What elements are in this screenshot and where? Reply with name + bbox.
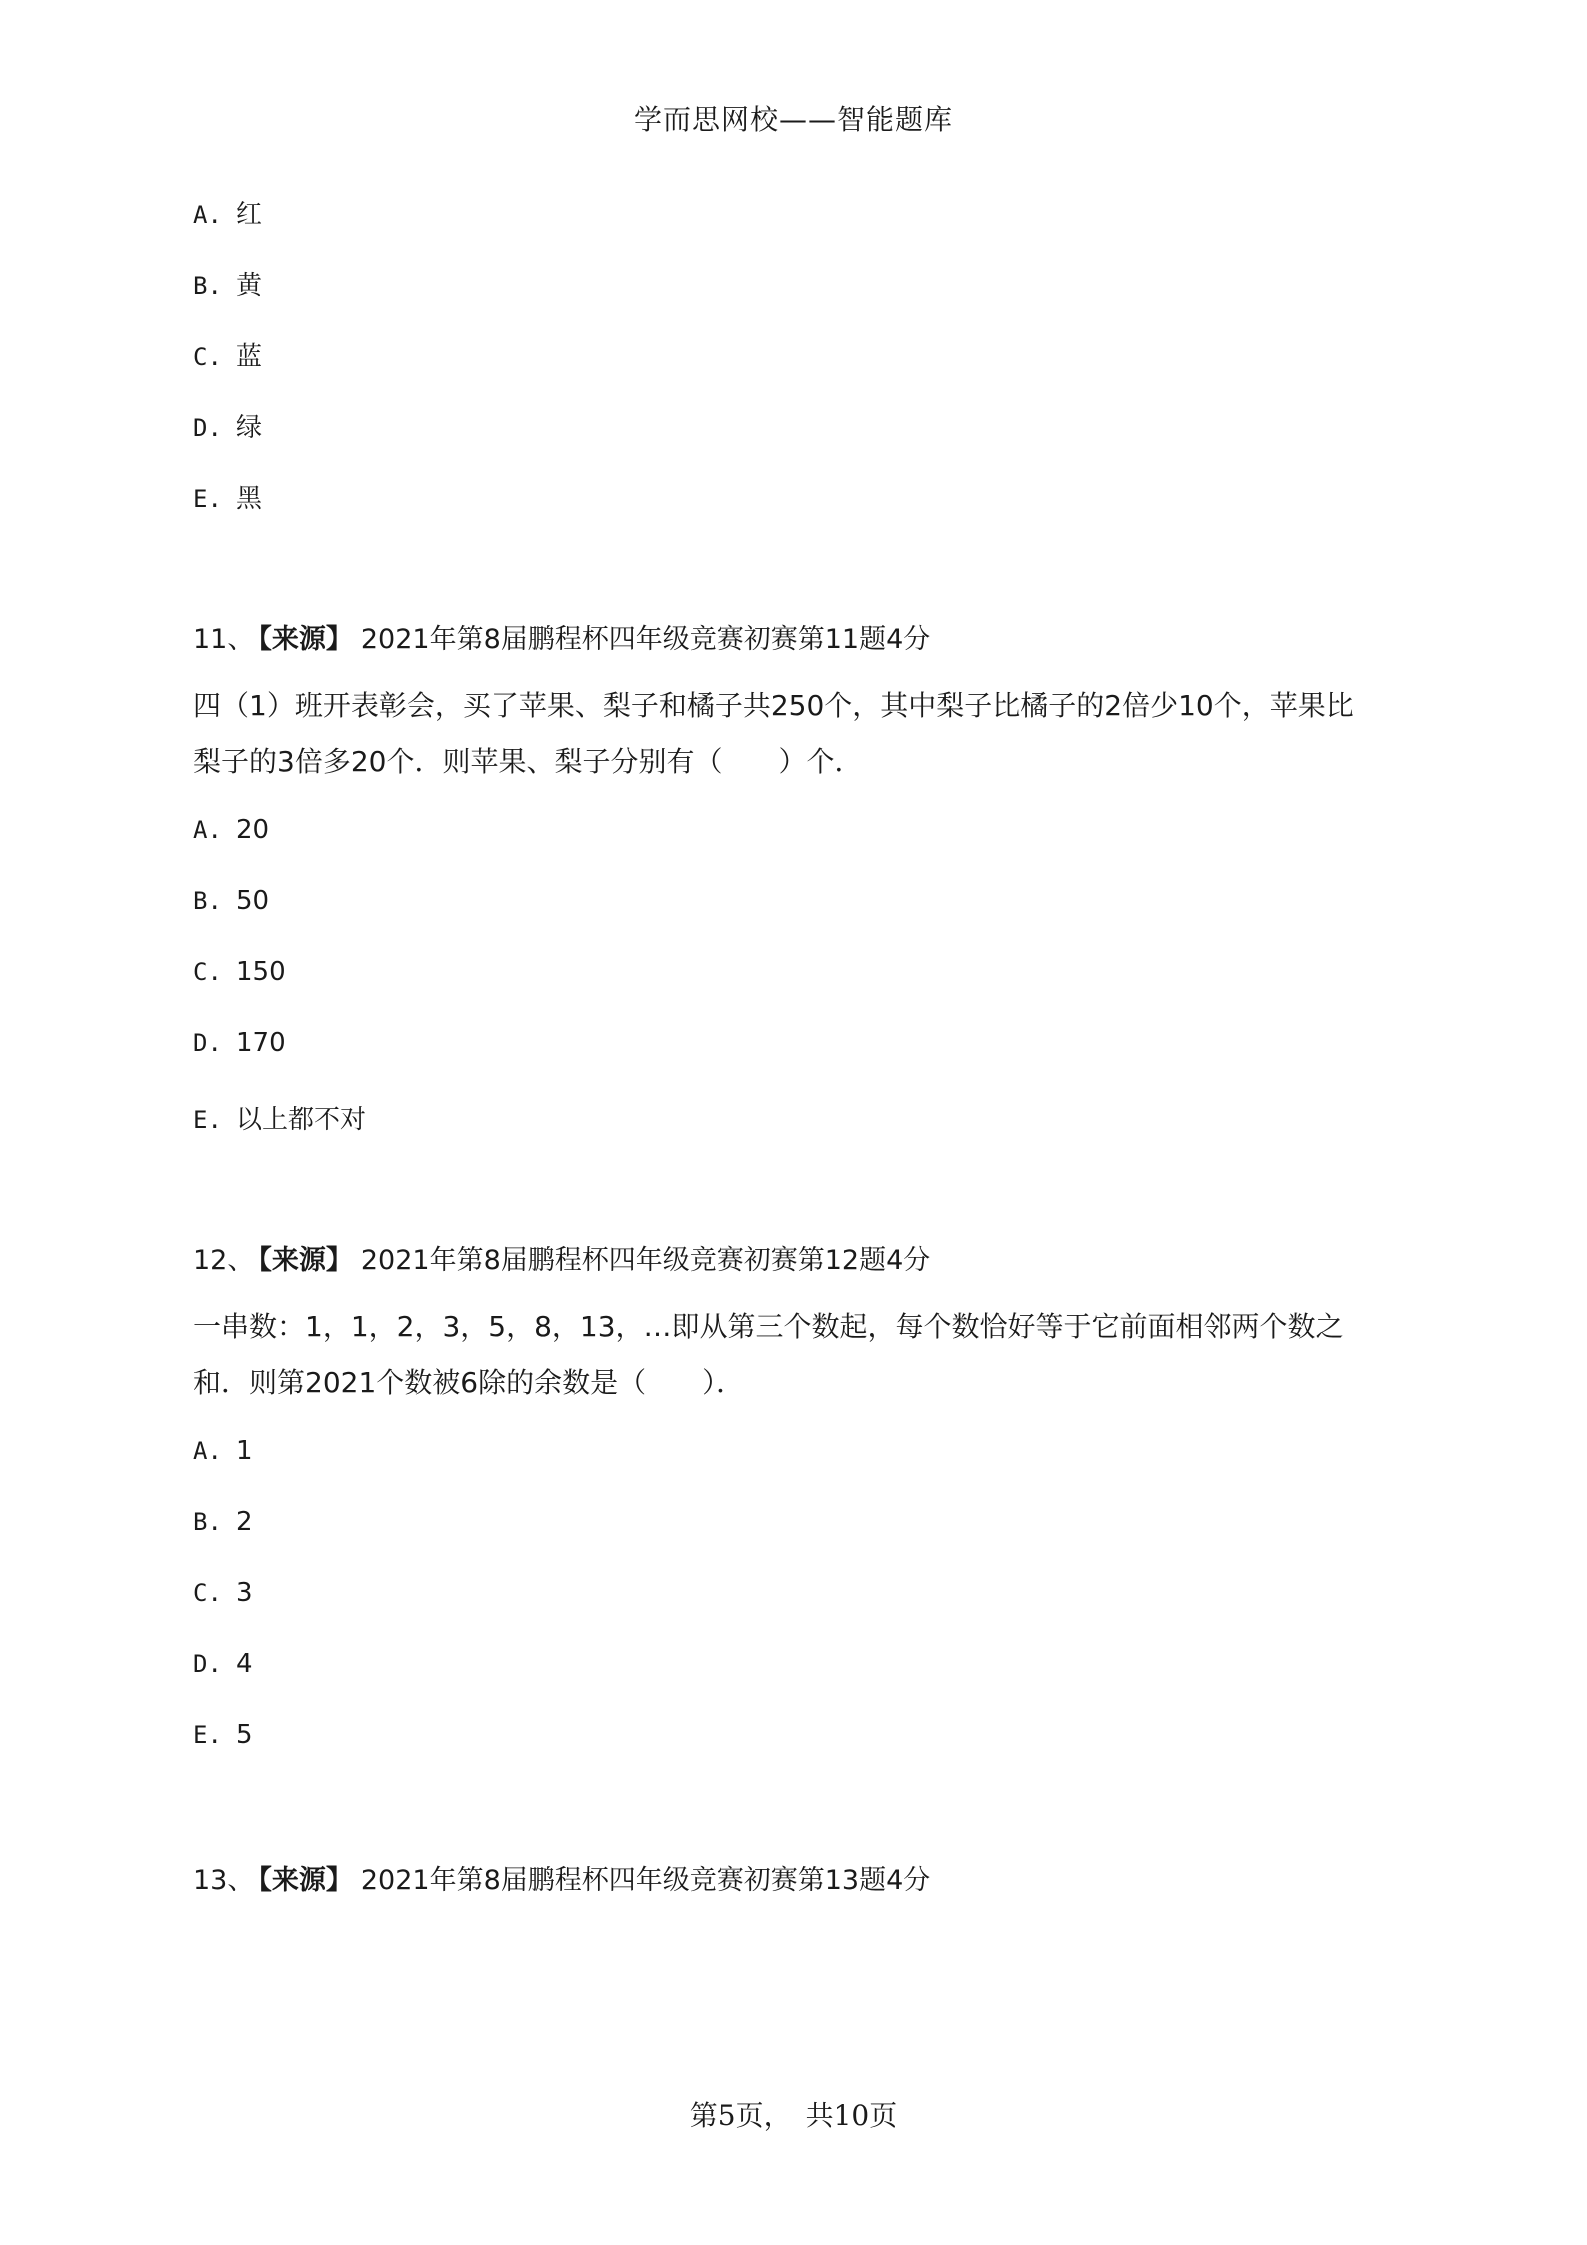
- source-tag: 【来源】: [258, 624, 353, 655]
- source-text: 2021年第8届鹏程杯四年级竞赛初赛第12题4分: [360, 1245, 931, 1276]
- q12-option-d: [193, 1649, 253, 1679]
- option-letter: D.: [193, 1029, 222, 1057]
- q10-option-c: [193, 336, 262, 373]
- option-text: 1: [236, 1436, 253, 1466]
- option-letter: D.: [193, 414, 222, 442]
- option-text: 150: [236, 957, 286, 987]
- source-tag: 【来源】: [258, 1865, 353, 1896]
- question-number: 12、: [193, 1245, 255, 1276]
- stem-line: 和．则第2021个数被6除的余数是（ ）．: [193, 1366, 745, 1399]
- option-letter: E.: [193, 485, 222, 513]
- q12-option-b: [193, 1507, 253, 1537]
- option-letter: B.: [193, 1508, 222, 1536]
- option-text: 黑: [236, 484, 263, 514]
- option-text: 2: [236, 1507, 253, 1537]
- option-text: 红: [236, 200, 263, 230]
- stem-line: 一串数：1，1，2，3，5，8，13，…即从第三个数起，每个数恰好等于它前面相邻两个数之: [193, 1310, 1344, 1343]
- source-text: 2021年第8届鹏程杯四年级竞赛初赛第13题4分: [360, 1865, 931, 1896]
- q11-option-e: [193, 1099, 366, 1136]
- q11-option-d: [193, 1028, 286, 1058]
- option-letter: D.: [193, 1650, 222, 1678]
- q11-stem: [193, 678, 1403, 790]
- q13-source-line: [193, 1858, 930, 1897]
- stem-line: 梨子的3倍多20个．则苹果、梨子分别有（ ）个．: [193, 745, 863, 778]
- q11-option-b: [193, 886, 269, 916]
- q10-option-b: [193, 265, 262, 302]
- question-number: 13、: [193, 1865, 255, 1896]
- source-text: 2021年第8届鹏程杯四年级竞赛初赛第11题4分: [360, 624, 931, 655]
- option-text: 50: [236, 886, 270, 916]
- q11-option-a: [193, 815, 269, 845]
- option-letter: C.: [193, 343, 222, 371]
- option-letter: E.: [193, 1106, 222, 1134]
- q10-option-a: [193, 194, 262, 231]
- q11-option-c: [193, 957, 286, 987]
- q11-source-line: [193, 617, 930, 656]
- q10-option-d: [193, 407, 262, 444]
- option-text: 3: [236, 1578, 253, 1608]
- option-text: 蓝: [236, 342, 263, 372]
- option-letter: B.: [193, 887, 222, 915]
- option-text: 5: [236, 1720, 253, 1750]
- source-tag: 【来源】: [258, 1245, 353, 1276]
- q12-stem: [193, 1299, 1403, 1411]
- page-footer: 第5页， 共10页: [689, 2099, 898, 2132]
- option-text: 170: [236, 1028, 286, 1058]
- stem-line: 四（1）班开表彰会，买了苹果、梨子和橘子共250个，其中梨子比橘子的2倍少10个，苹果比: [193, 689, 1354, 722]
- option-letter: C.: [193, 1579, 222, 1607]
- q12-option-c: [193, 1578, 253, 1608]
- option-text: 绿: [236, 413, 263, 443]
- q12-option-a: [193, 1436, 253, 1466]
- option-letter: B.: [193, 272, 222, 300]
- option-letter: A.: [193, 201, 222, 229]
- option-text: 4: [236, 1649, 253, 1679]
- option-letter: C.: [193, 958, 222, 986]
- q10-option-e: [193, 478, 262, 515]
- option-text: 20: [236, 815, 270, 845]
- q12-option-e: [193, 1720, 253, 1750]
- q12-source-line: [193, 1238, 930, 1277]
- option-letter: A.: [193, 816, 222, 844]
- option-letter: A.: [193, 1437, 222, 1465]
- option-letter: E.: [193, 1721, 222, 1749]
- option-text: 黄: [236, 271, 263, 301]
- page-header: 学而思网校——智能题库: [633, 103, 953, 136]
- question-number: 11、: [193, 624, 255, 655]
- option-text: 以上都不对: [236, 1105, 367, 1135]
